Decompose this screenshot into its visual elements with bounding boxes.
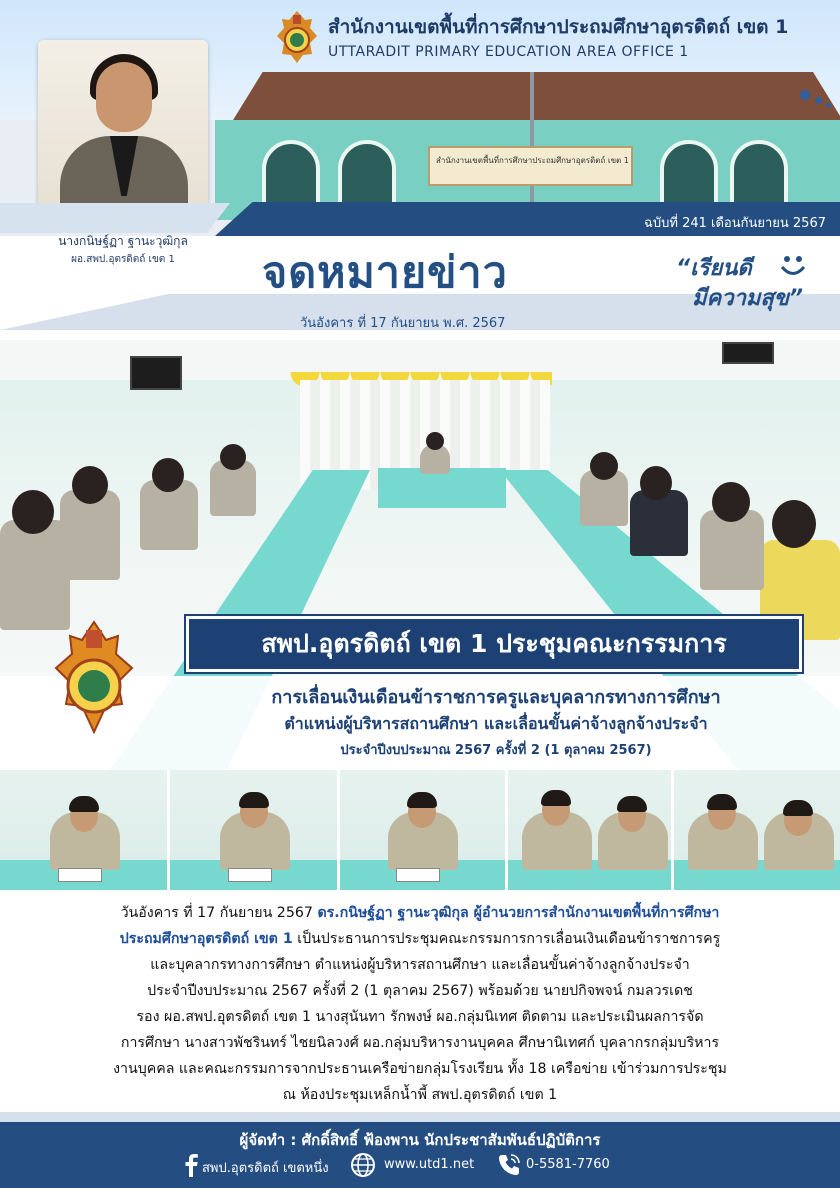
article-line: รอง ผอ.สพป.อุตรดิตถ์ เขต 1 นางสุนันทา รักพงษ์ ผอ.กลุ่มนิเทศ ติดตาม และประเมินผลการจัด bbox=[136, 1009, 704, 1025]
slogan-line-2: มีความสุข” bbox=[692, 286, 804, 311]
wall-tv bbox=[722, 342, 774, 364]
slogan-line-1: “เรียนดี bbox=[676, 256, 752, 281]
subheadline-3: ประจำปีงบประมาณ 2567 ครั้งที่ 2 (1 ตุลาคม 2567) bbox=[340, 743, 652, 758]
newsletter-date: วันอังคาร ที่ 17 กันยายน พ.ศ. 2567 bbox=[300, 316, 506, 330]
attendee bbox=[630, 490, 688, 556]
building-arch bbox=[660, 140, 718, 210]
thumbnail-photo bbox=[0, 770, 170, 890]
office-name-thai: สำนักงานเขตพื้นที่การศึกษาประถมศึกษาอุตรดิตถ์ เขต 1 bbox=[328, 16, 789, 38]
building-sign: สำนักงานเขตพื้นที่การศึกษาประถมศึกษาอุตรดิตถ์ เขต 1 bbox=[428, 146, 633, 186]
decor-bubble bbox=[815, 97, 822, 104]
thumbnail-photo bbox=[508, 770, 674, 890]
director-title: ผอ.สพป.อุตรดิตถ์ เขต 1 bbox=[71, 254, 175, 265]
thumbnail-photo bbox=[340, 770, 508, 890]
issue-number: ฉบับที่ 241 เดือนกันยายน 2567 bbox=[644, 216, 826, 231]
article-line: และบุคลากรทางการศึกษา ตำแหน่งผู้บริหารสถานศึกษา และเลื่อนขั้นค่าจ้างลูกจ้างประจำ bbox=[150, 957, 690, 973]
thumbnail-photo bbox=[170, 770, 340, 890]
newsletter-header bbox=[0, 0, 840, 330]
decor-band bbox=[0, 203, 230, 233]
author-credit: ผู้จัดทำ : ศักดิ์สิทธิ์ ฟ้องพาน นักประชาสัมพันธ์ปฏิบัติการ bbox=[239, 1131, 601, 1149]
building-arch bbox=[338, 140, 396, 210]
headline: สพป.อุตรดิตถ์ เขต 1 ประชุมคณะกรรมการ bbox=[261, 629, 727, 658]
phone-number[interactable]: 0-5581-7760 bbox=[526, 1157, 610, 1172]
article-line: งานบุคคล และคณะกรรมการจากประธานเครือข่ายกลุ่มโรงเรียน ทั้ง 18 เครือข่าย เข้าร่วมการประชุม bbox=[113, 1061, 727, 1077]
building-arch bbox=[730, 140, 788, 210]
article-line: การศึกษา นางสาวพัชรินทร์ ไชยนิลวงศ์ ผอ.กลุ่มบริหารงานบุคคล ศึกษานิเทศก์ บุคลากรกลุ่มบริหาร bbox=[120, 1035, 720, 1051]
head-table bbox=[378, 468, 506, 508]
facebook-icon[interactable] bbox=[178, 1152, 204, 1178]
website-link[interactable]: www.utd1.net bbox=[384, 1157, 475, 1172]
phone-icon bbox=[496, 1152, 522, 1178]
photo-thumbnails bbox=[0, 770, 840, 890]
subheadline-1: การเลื่อนเงินเดือนข้าราชการครูและบุคลากรทางการศึกษา bbox=[271, 687, 721, 708]
wall-tv bbox=[130, 356, 182, 390]
news-article bbox=[30, 900, 810, 1108]
thumbnail-photo bbox=[674, 770, 840, 890]
subheadline-2: ตำแหน่งผู้บริหารสถานศึกษา และเลื่อนขั้นค่าจ้างลูกจ้างประจำ bbox=[284, 714, 708, 733]
article-line: ประจำปีงบประมาณ 2567 ครั้งที่ 2 (1 ตุลาคม 2567) พร้อมด้วย นายปกิจพจน์ กมลวรเดช bbox=[147, 983, 693, 999]
office-emblem-icon bbox=[52, 620, 136, 740]
smiley-icon bbox=[778, 250, 808, 280]
office-name-english: UTTARADIT PRIMARY EDUCATION AREA OFFICE 1 bbox=[328, 44, 689, 60]
newsletter-title: จดหมายข่าว bbox=[262, 248, 508, 298]
highlight-office: ประถมศึกษาอุตรดิตถ์ เขต 1 bbox=[119, 931, 293, 947]
facebook-link[interactable]: สพป.อุตรดิตถ์ เขตหนึ่ง bbox=[202, 1161, 329, 1176]
highlight-name: ดร.กนิษฐ์ฏา ฐานะวุฒิกุล ผู้อำนวยการสำนักงานเขตพื้นที่การศึกษา bbox=[317, 905, 720, 921]
globe-icon bbox=[350, 1152, 376, 1178]
footer-accent bbox=[0, 1112, 840, 1122]
article-line: ณ ห้องประชุมเหล็กน้ำพี้ สพป.อุตรดิตถ์ เขต 1 bbox=[282, 1087, 558, 1103]
building-roof bbox=[205, 72, 840, 124]
decor-bubble bbox=[826, 103, 831, 108]
decor-bubble bbox=[800, 90, 810, 100]
office-emblem-icon bbox=[276, 10, 318, 64]
building-arch bbox=[262, 140, 320, 210]
director-name: นางกนิษฐ์ฏา ฐานะวุฒิกุล bbox=[58, 234, 188, 248]
director-portrait bbox=[38, 40, 208, 220]
attendee bbox=[700, 510, 764, 590]
article-line: ประถมศึกษาอุตรดิตถ์ เขต 1 เป็นประธานการประชุมคณะกรรมการการเลื่อนเงินเดือนข้าราชการครู bbox=[119, 931, 721, 947]
article-line: วันอังคาร ที่ 17 กันยายน 2567 ดร.กนิษฐ์ฏา ฐานะวุฒิกุล ผู้อำนวยการสำนักงานเขตพื้นที่การศึกษา bbox=[120, 905, 720, 921]
